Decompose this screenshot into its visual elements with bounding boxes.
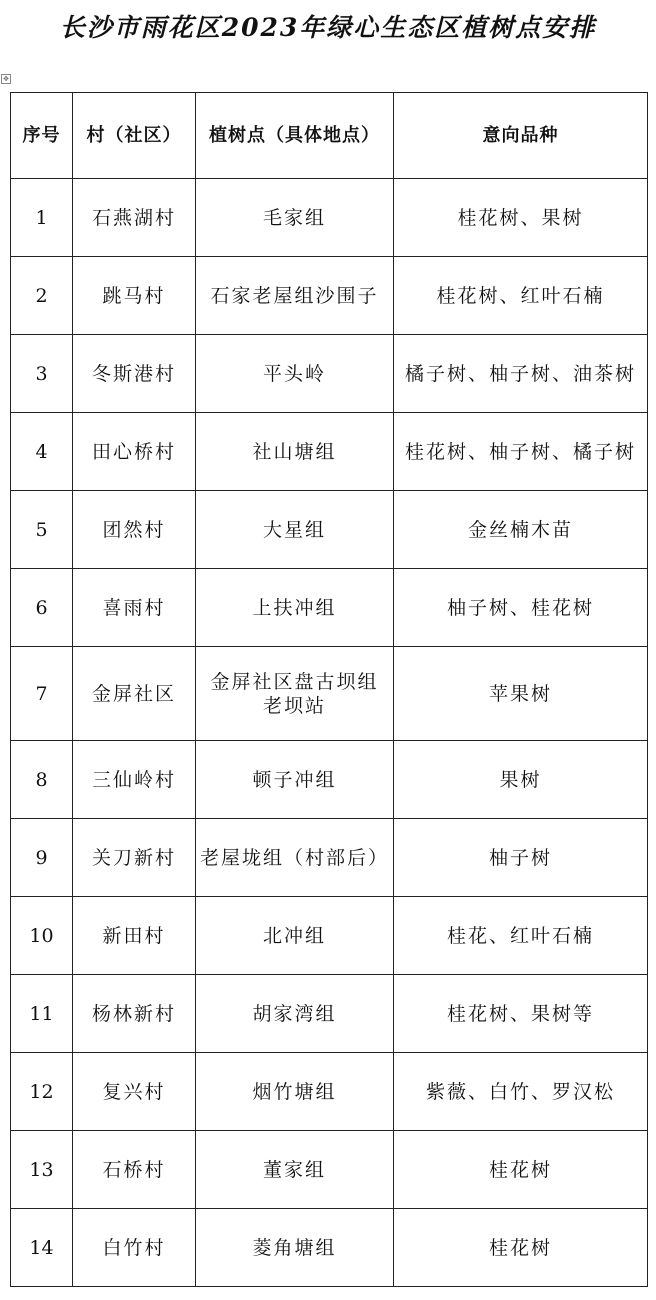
header-index: 序号 (11, 93, 73, 179)
row-index: 6 (11, 569, 73, 647)
row-species: 桂花、红叶石楠 (394, 897, 648, 975)
row-species: 桂花树 (394, 1209, 648, 1287)
row-site: 北冲组 (196, 897, 394, 975)
row-site: 社山塘组 (196, 413, 394, 491)
row-index: 14 (11, 1209, 73, 1287)
table-row (11, 257, 648, 335)
row-species: 紫薇、白竹、罗汉松 (394, 1053, 648, 1131)
row-index: 3 (11, 335, 73, 413)
row-site: 石家老屋组沙围子 (196, 257, 394, 335)
table-row (11, 569, 648, 647)
row-village: 杨林新村 (73, 975, 196, 1053)
table-move-handle-icon[interactable]: ✥ (1, 74, 11, 84)
row-index: 2 (11, 257, 73, 335)
row-index: 10 (11, 897, 73, 975)
table-row (11, 1209, 648, 1287)
row-index: 1 (11, 179, 73, 257)
header-species: 意向品种 (394, 93, 648, 179)
row-index: 4 (11, 413, 73, 491)
row-village: 石燕湖村 (73, 179, 196, 257)
row-species: 金丝楠木苗 (394, 491, 648, 569)
row-village: 复兴村 (73, 1053, 196, 1131)
row-village: 喜雨村 (73, 569, 196, 647)
row-site: 平头岭 (196, 335, 394, 413)
row-species: 桂花树、红叶石楠 (394, 257, 648, 335)
row-site: 老屋垅组（村部后） (196, 819, 394, 897)
table-row (11, 413, 648, 491)
row-village: 白竹村 (73, 1209, 196, 1287)
table-row (11, 1053, 648, 1131)
row-species: 橘子树、柚子树、油茶树 (394, 335, 648, 413)
row-site (196, 647, 394, 741)
table-row (11, 975, 648, 1053)
row-site: 大星组 (196, 491, 394, 569)
row-site-line-2: 老坝站 (262, 694, 326, 717)
row-index: 8 (11, 741, 73, 819)
table-row (11, 179, 648, 257)
row-site: 上扶冲组 (196, 569, 394, 647)
table-row (11, 897, 648, 975)
row-index: 11 (11, 975, 73, 1053)
row-village: 关刀新村 (73, 819, 196, 897)
table-row (11, 819, 648, 897)
row-village: 新田村 (73, 897, 196, 975)
row-village: 冬斯港村 (73, 335, 196, 413)
row-site-line-1: 金屏社区盘古坝组 (210, 670, 379, 693)
row-site: 董家组 (196, 1131, 394, 1209)
row-village: 跳马村 (73, 257, 196, 335)
row-site: 菱角塘组 (196, 1209, 394, 1287)
row-index: 13 (11, 1131, 73, 1209)
table-row (11, 335, 648, 413)
row-species: 桂花树、柚子树、橘子树 (394, 413, 648, 491)
row-index: 7 (11, 647, 73, 741)
table-row (11, 491, 648, 569)
row-species: 桂花树 (394, 1131, 648, 1209)
row-village: 金屏社区 (73, 647, 196, 741)
row-species: 桂花树、果树等 (394, 975, 648, 1053)
row-village: 石桥村 (73, 1131, 196, 1209)
row-species: 柚子树 (394, 819, 648, 897)
table-row (11, 741, 648, 819)
header-village: 村（社区） (73, 93, 196, 179)
header-site: 植树点（具体地点） (196, 93, 394, 179)
row-species: 柚子树、桂花树 (394, 569, 648, 647)
row-index: 5 (11, 491, 73, 569)
table-header-row (11, 93, 648, 179)
table-row (11, 647, 648, 741)
row-village: 团然村 (73, 491, 196, 569)
row-village: 三仙岭村 (73, 741, 196, 819)
document-title: 长沙市雨花区2023年绿心生态区植树点安排 (59, 13, 597, 42)
row-species: 果树 (394, 741, 648, 819)
table-row (11, 1131, 648, 1209)
row-index: 9 (11, 819, 73, 897)
planting-schedule-table (10, 92, 648, 1287)
row-site: 毛家组 (196, 179, 394, 257)
row-index: 12 (11, 1053, 73, 1131)
row-site: 胡家湾组 (196, 975, 394, 1053)
row-site: 烟竹塘组 (196, 1053, 394, 1131)
row-species: 苹果树 (394, 647, 648, 741)
row-site: 顿子冲组 (196, 741, 394, 819)
row-village: 田心桥村 (73, 413, 196, 491)
row-species: 桂花树、果树 (394, 179, 648, 257)
